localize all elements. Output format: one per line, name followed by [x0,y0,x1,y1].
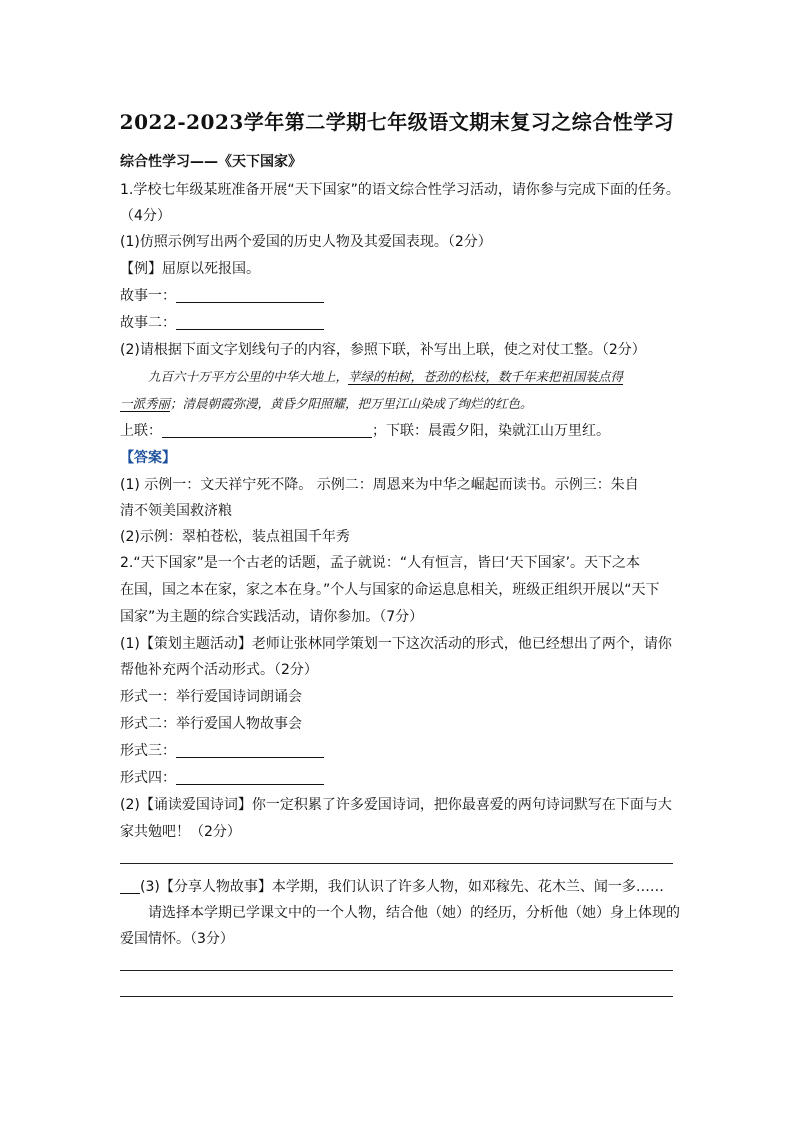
answer-line-poem[interactable] [120,863,673,864]
answer-2: (2)示例：翠柏苍松，装点祖国千年秀 [120,529,350,545]
passage-rest: ；清晨朝霞弥漫，黄昏夕阳照耀，把万里江山染成了绚烂的红色。 [170,396,533,411]
story1-label: 故事一： [120,288,176,304]
form4-blank[interactable] [176,770,324,785]
passage-text: 九百六十万平方公里的中华大地上， [148,369,349,384]
passage-underlined: 苹绿的柏树，苍劲的松枝，数千年来把祖国装点得 [348,369,624,384]
form2: 形式二：举行爱国人物故事会 [120,716,302,732]
q1-sub1: (1)仿照示例写出两个爱国的历史人物及其爱国表现。（2分） [120,234,492,250]
lower-couplet-text: ；下联：晨霞夕阳，染就江山万里红。 [372,423,610,439]
story2-label: 故事二： [120,315,176,331]
passage-underlined-end: 一派秀丽 [120,396,171,411]
story1-blank[interactable] [176,288,324,303]
answer-1a: (1) 示例一：文天祥宁死不降。 示例二：周恩来为中华之崛起而读书。示例三：朱自 [120,477,639,493]
q2-sub3-a: (3)【分享人物故事】本学期，我们认识了许多人物，如邓稼先、花木兰、闻一多…… [140,879,664,895]
answer-1b: 清不领美国救济粮 [120,503,232,519]
q1-stem-points: （4分） [120,208,171,224]
q1-example: 【例】屈原以死报国。 [120,261,260,277]
answer-line-2[interactable] [120,996,673,997]
q2-stem-b: 在国，国之本在家，家之本在身。”个人与国家的命运息息相关，班级正组织开展以“天下 [120,582,660,598]
q1-stem: 1.学校七年级某班准备开展“天下国家”的语文综合性学习活动，请你参与完成下面的任务。 [120,182,680,198]
form1: 形式一：举行爱国诗词朗诵会 [120,689,302,705]
sub3-prefix-blank [120,879,140,894]
q2-stem-c: 国家”为主题的综合实践活动，请你参加。（7分） [120,609,424,625]
form3-row [120,741,680,761]
passage-line2 [120,394,680,414]
q2-sub1-b: 帮他补充两个活动形式。（2分） [120,662,318,678]
form3-label: 形式三： [120,743,176,759]
q1-sub2: (2)请根据下面文字划线句子的内容，参照下联，补写出上联，使之对仗工整。（2分） [120,342,646,358]
section-heading: 综合性学习——《天下国家》 [120,154,302,170]
story2-blank[interactable] [176,315,324,330]
q2-sub1-a: (1)【策划主题活动】老师让张林同学策划一下这次活动的形式，他已经想出了两个，请你 [120,636,672,652]
story1-row [120,286,680,306]
q2-stem-a: 2.“天下国家”是一个古老的话题，孟子就说：“人有恒言，皆曰‘天下国家’。天下之本 [120,555,641,571]
form4-label: 形式四： [120,770,176,786]
q2-sub2-a: (2)【诵读爱国诗词】你一定积累了许多爱国诗词，把你最喜爱的两句诗词默写在下面与大 [120,797,672,813]
passage-line1 [148,367,708,387]
q2-sub3-b: 请选择本学期已学课文中的一个人物，结合他（她）的经历，分析他（她）身上体现的 [148,905,680,921]
document-title: 2022-2023学年第二学期七年级语文期末复习之综合性学习 [119,110,675,134]
answer-label: 【答案】 [120,450,176,466]
q2-sub3-row [120,877,680,897]
story2-row [120,313,680,333]
couplet-row [120,421,680,441]
q2-sub3-c: 爱国情怀。（3分） [120,931,234,947]
upper-couplet-label: 上联： [120,423,162,439]
answer-line-1[interactable] [120,970,673,971]
upper-couplet-blank[interactable] [162,423,372,438]
form4-row [120,768,680,788]
form3-blank[interactable] [176,743,324,758]
q2-sub2-b: 家共勉吧！（2分） [120,824,241,840]
